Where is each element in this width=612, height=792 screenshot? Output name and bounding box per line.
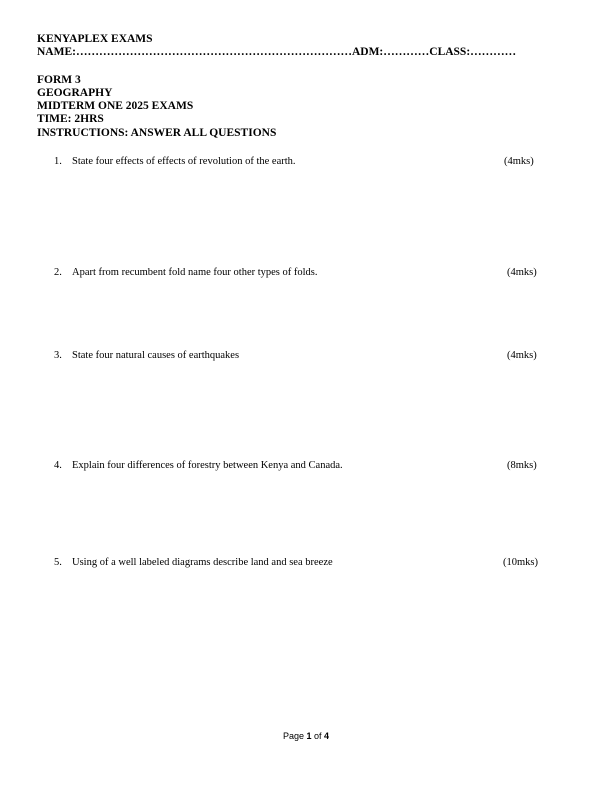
school-title: KENYAPLEX EXAMS (37, 33, 153, 45)
instructions-label: INSTRUCTIONS: ANSWER ALL QUESTIONS (37, 127, 277, 139)
question-text: State four natural causes of earthquakes (72, 350, 240, 361)
subject-label: GEOGRAPHY (37, 87, 113, 99)
question-marks: (8mks) (507, 460, 537, 471)
page-current: 1 (306, 731, 312, 741)
question-number: 3. (54, 350, 62, 361)
question-text: State four effects of effects of revolution of the earth. (72, 156, 296, 167)
of-word: of (314, 731, 322, 741)
question-marks: (4mks) (507, 267, 537, 278)
question-number: 2. (54, 267, 62, 278)
exam-label: MIDTERM ONE 2025 EXAMS (37, 100, 194, 112)
question-text: Using of a well labeled diagrams describe land and sea breeze (72, 557, 333, 568)
question-marks: (4mks) (504, 156, 534, 167)
page-total: 4 (324, 731, 330, 741)
question-number: 1. (54, 156, 62, 167)
question-text: Apart from recumbent fold name four other types of folds. (72, 267, 318, 278)
question-marks: (10mks) (503, 557, 538, 568)
form-label: FORM 3 (37, 74, 81, 86)
time-label: TIME: 2HRS (37, 113, 104, 125)
page-footer (0, 731, 612, 741)
question-text: Explain four differences of forestry between Kenya and Canada. (72, 460, 343, 471)
question-marks: (4mks) (507, 350, 537, 361)
page-word: Page (282, 731, 304, 741)
question-number: 4. (54, 460, 62, 471)
question-number: 5. (54, 557, 62, 568)
name-adm-class-line: NAME:………………………………………………………………ADM:…………CLASS:………… (37, 46, 517, 58)
